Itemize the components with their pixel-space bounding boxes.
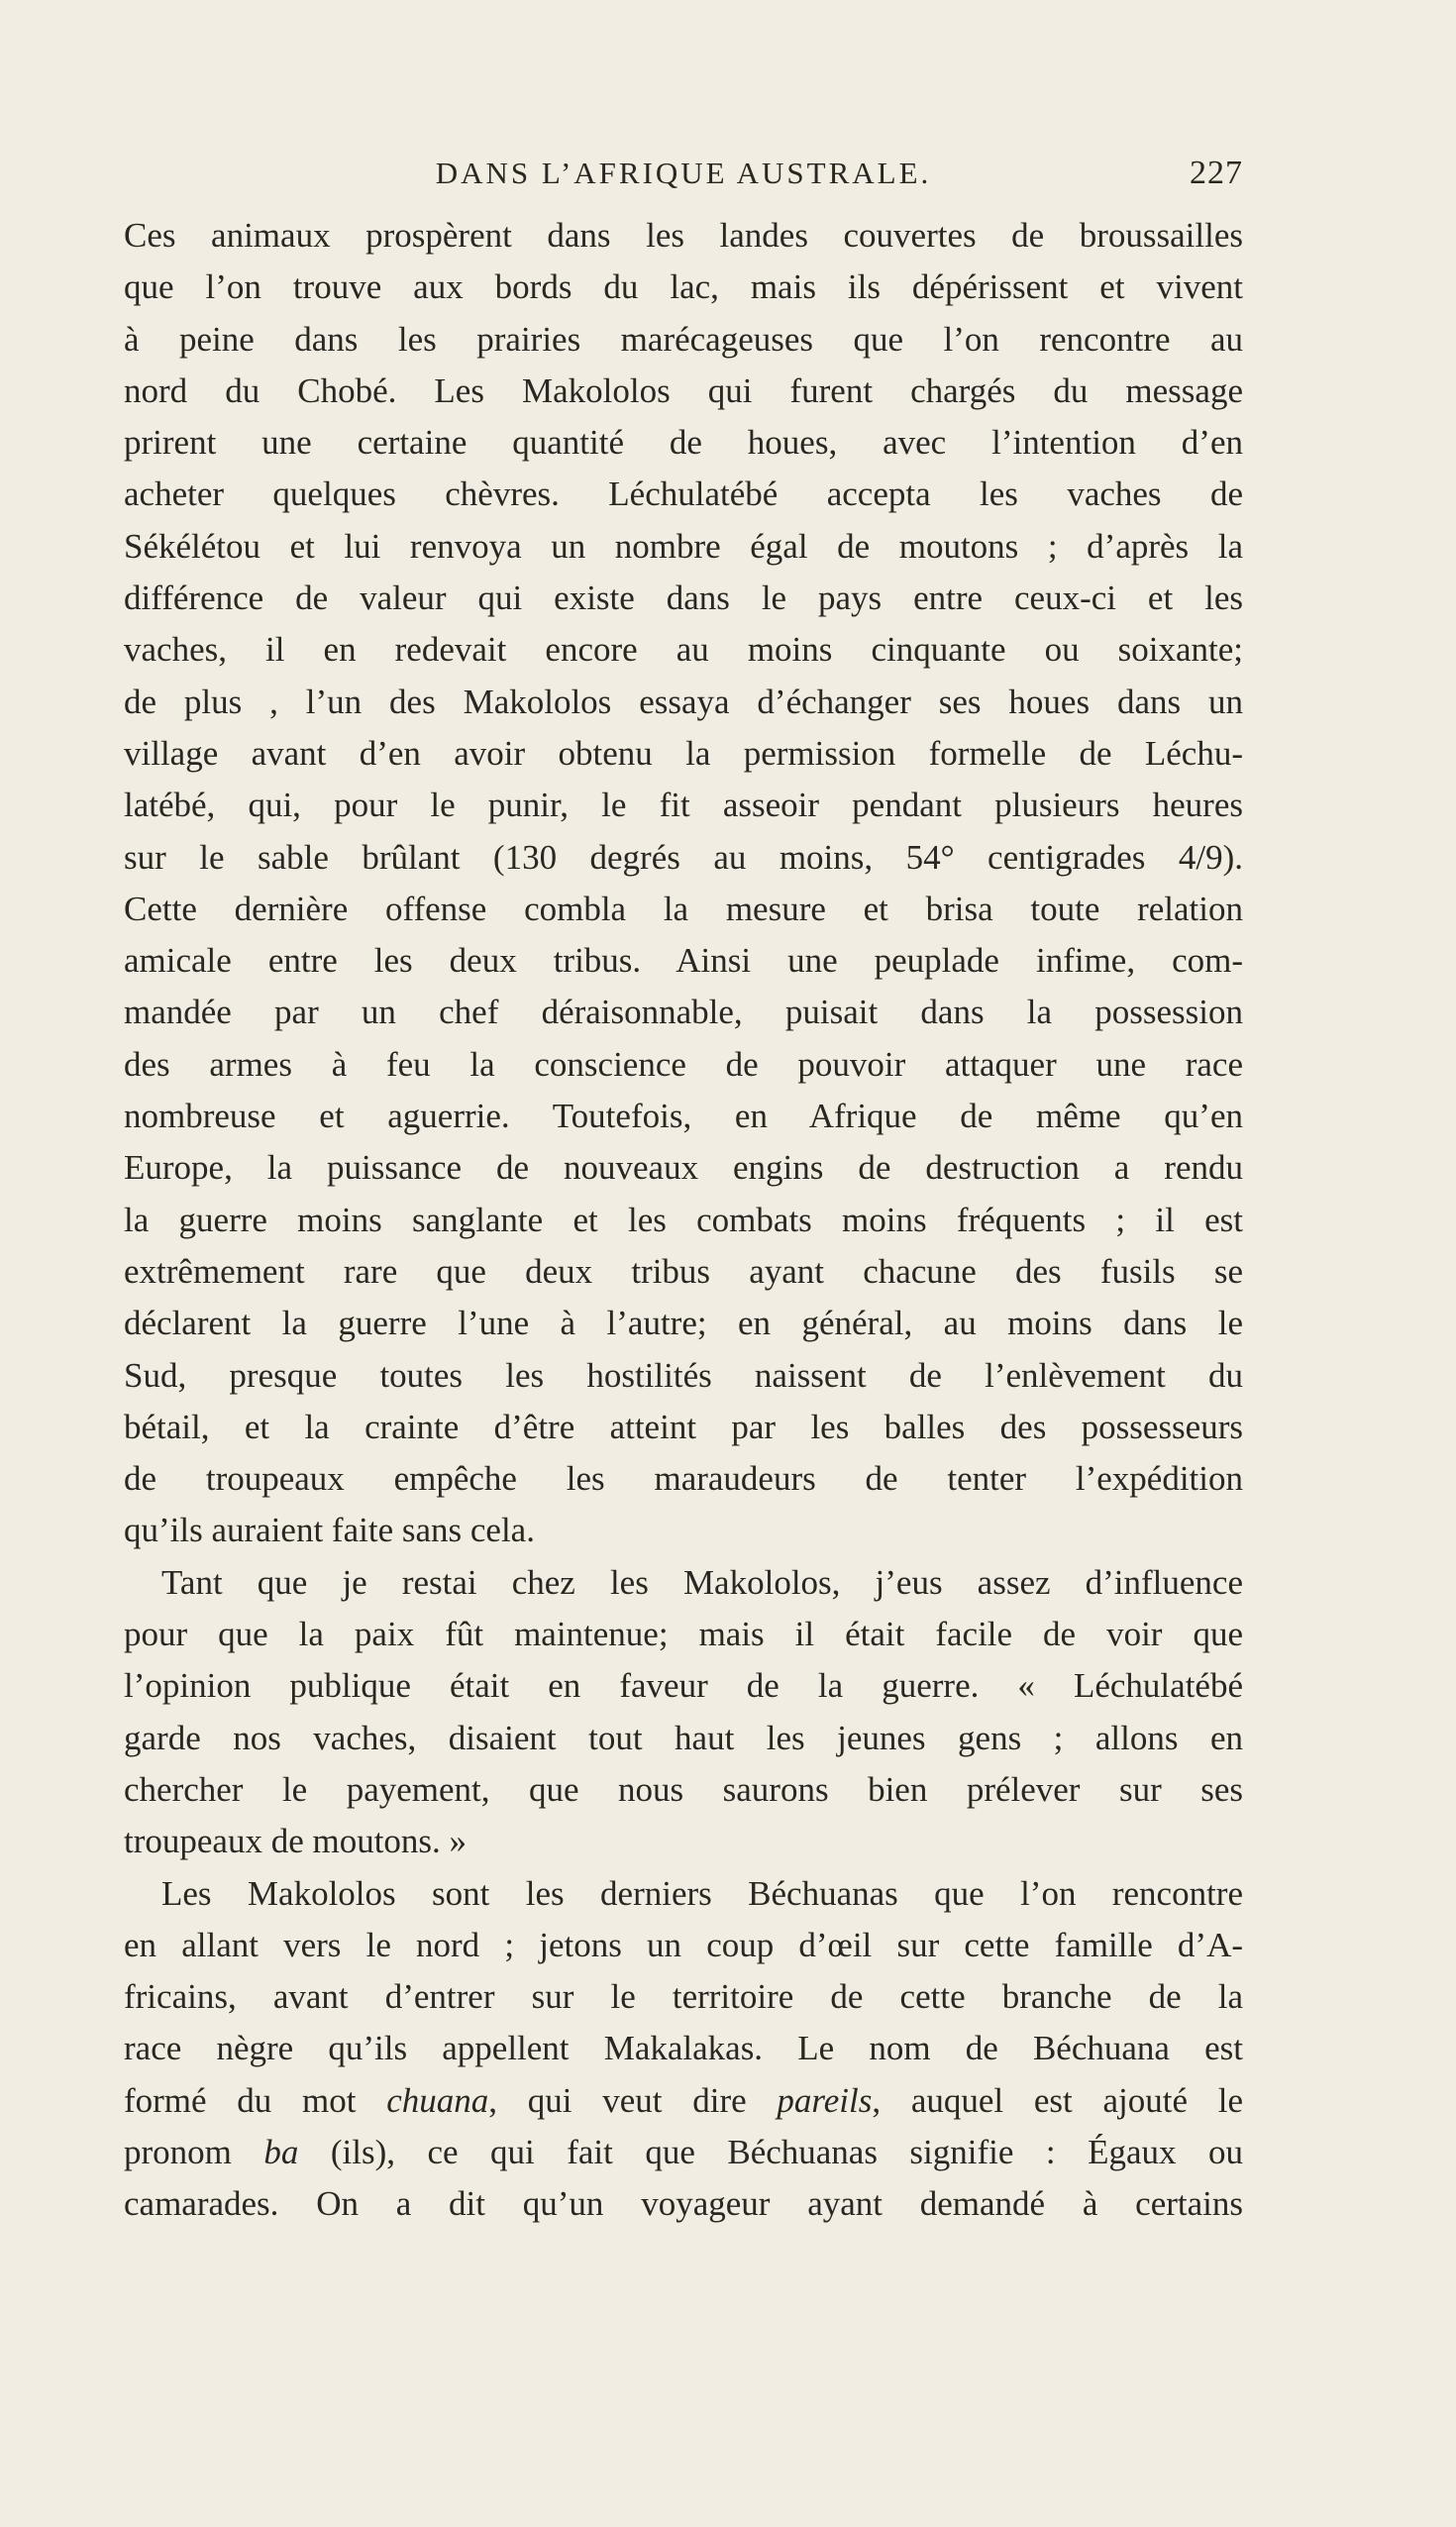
text-line: que l’on trouve aux bords du lac, mais ils dépérissent et vivent <box>124 267 1243 307</box>
text-line: Ces animaux prospèrent dans les landes couvertes de broussailles <box>124 216 1243 255</box>
text-line: village avant d’en avoir obtenu la permission formelle de Léchu- <box>124 733 1243 773</box>
text-line: sur le sable brûlant (130 degrés au moins, 54° centigrades 4/9). <box>124 837 1243 877</box>
text-line: acheter quelques chèvres. Léchulatébé accepta les vaches de <box>124 474 1243 514</box>
text-line: extrêmement rare que deux tribus ayant chacune des fusils se <box>124 1251 1243 1291</box>
italic-word: chuana <box>386 2080 489 2120</box>
text-segment: , auquel est ajouté le <box>872 2080 1243 2120</box>
text-line: latébé, qui, pour le punir, le fit asseoir pendant plusieurs heures <box>124 786 1243 825</box>
text-line: qu’ils auraient faite sans cela. <box>124 1511 535 1550</box>
text-line: Les Makololos sont les derniers Béchuanas que l’on rencontre <box>161 1873 1243 1913</box>
text-line <box>124 2127 1243 2178</box>
text-segment: , qui veut dire <box>488 2080 778 2120</box>
page-number: 227 <box>1190 155 1243 191</box>
text-line: de troupeaux empêche les maraudeurs de tenter l’expédition <box>124 1459 1243 1499</box>
running-header <box>124 149 1243 198</box>
text-segment: pronom <box>124 2132 264 2171</box>
text-line: à peine dans les prairies marécageuses que l’on rencontre au <box>124 319 1243 359</box>
text-line: la guerre moins sanglante et les combats moins fréquents ; il est <box>124 1200 1243 1239</box>
text-line: pour que la paix fût maintenue; mais il était facile de voir que <box>124 1615 1243 1654</box>
text-line: vaches, il en redevait encore au moins cinquante ou soixante; <box>124 630 1243 670</box>
running-title: DANS L’AFRIQUE AUSTRALE. <box>435 156 932 190</box>
italic-word: ba <box>263 2132 299 2171</box>
text-line: Sékélétou et lui renvoya un nombre égal de moutons ; d’après la <box>124 526 1243 566</box>
text-segment: (ils), ce qui fait que Béchuanas signifie : Égaux ou <box>298 2132 1243 2171</box>
text-line: bétail, et la crainte d’être atteint par les balles des possesseurs <box>124 1407 1243 1446</box>
body-text <box>124 210 1243 2231</box>
text-line: des armes à feu la conscience de pouvoir attaquer une race <box>124 1044 1243 1084</box>
text-line: l’opinion publique était en faveur de la guerre. « Léchulatébé <box>124 1666 1243 1706</box>
text-line: déclarent la guerre l’une à l’autre; en général, au moins dans le <box>124 1304 1243 1343</box>
text-line: chercher le payement, que nous saurons bien prélever sur ses <box>124 1769 1243 1809</box>
text-line: garde nos vaches, disaient tout haut les jeunes gens ; allons en <box>124 1718 1243 1757</box>
text-line: camarades. On a dit qu’un voyageur ayant demandé à certains <box>124 2184 1243 2224</box>
text-line: prirent une certaine quantité de houes, avec l’intention d’en <box>124 423 1243 463</box>
text-segment: formé du mot <box>124 2080 387 2120</box>
text-line: amicale entre les deux tribus. Ainsi une peuplade infime, com- <box>124 941 1243 981</box>
text-line: fricains, avant d’entrer sur le territoire de cette branche de la <box>124 1977 1243 2017</box>
text-line: race nègre qu’ils appellent Makalakas. Le nom de Béchuana est <box>124 2029 1243 2068</box>
text-line: nombreuse et aguerrie. Toutefois, en Afrique de même qu’en <box>124 1097 1243 1136</box>
text-line: mandée par un chef déraisonnable, puisait dans la possession <box>124 993 1243 1032</box>
italic-word: pareils <box>777 2080 873 2120</box>
text-line: Cette dernière offense combla la mesure et brisa toute relation <box>124 889 1243 928</box>
text-line: nord du Chobé. Les Makololos qui furent chargés du message <box>124 370 1243 410</box>
text-line: Europe, la puissance de nouveaux engins de destruction a rendu <box>124 1148 1243 1188</box>
text-line: Sud, presque toutes les hostilités naissent de l’enlèvement du <box>124 1355 1243 1395</box>
text-line: différence de valeur qui existe dans le pays entre ceux-ci et les <box>124 579 1243 618</box>
text-line: de plus , l’un des Makololos essaya d’échanger ses houes dans un <box>124 682 1243 721</box>
text-line: Tant que je restai chez les Makololos, j’eus assez d’influence <box>161 1562 1243 1602</box>
text-line: en allant vers le nord ; jetons un coup d’œil sur cette famille d’A- <box>124 1925 1243 1964</box>
text-line: troupeaux de moutons. » <box>124 1822 468 1861</box>
text-line <box>124 2075 1243 2127</box>
